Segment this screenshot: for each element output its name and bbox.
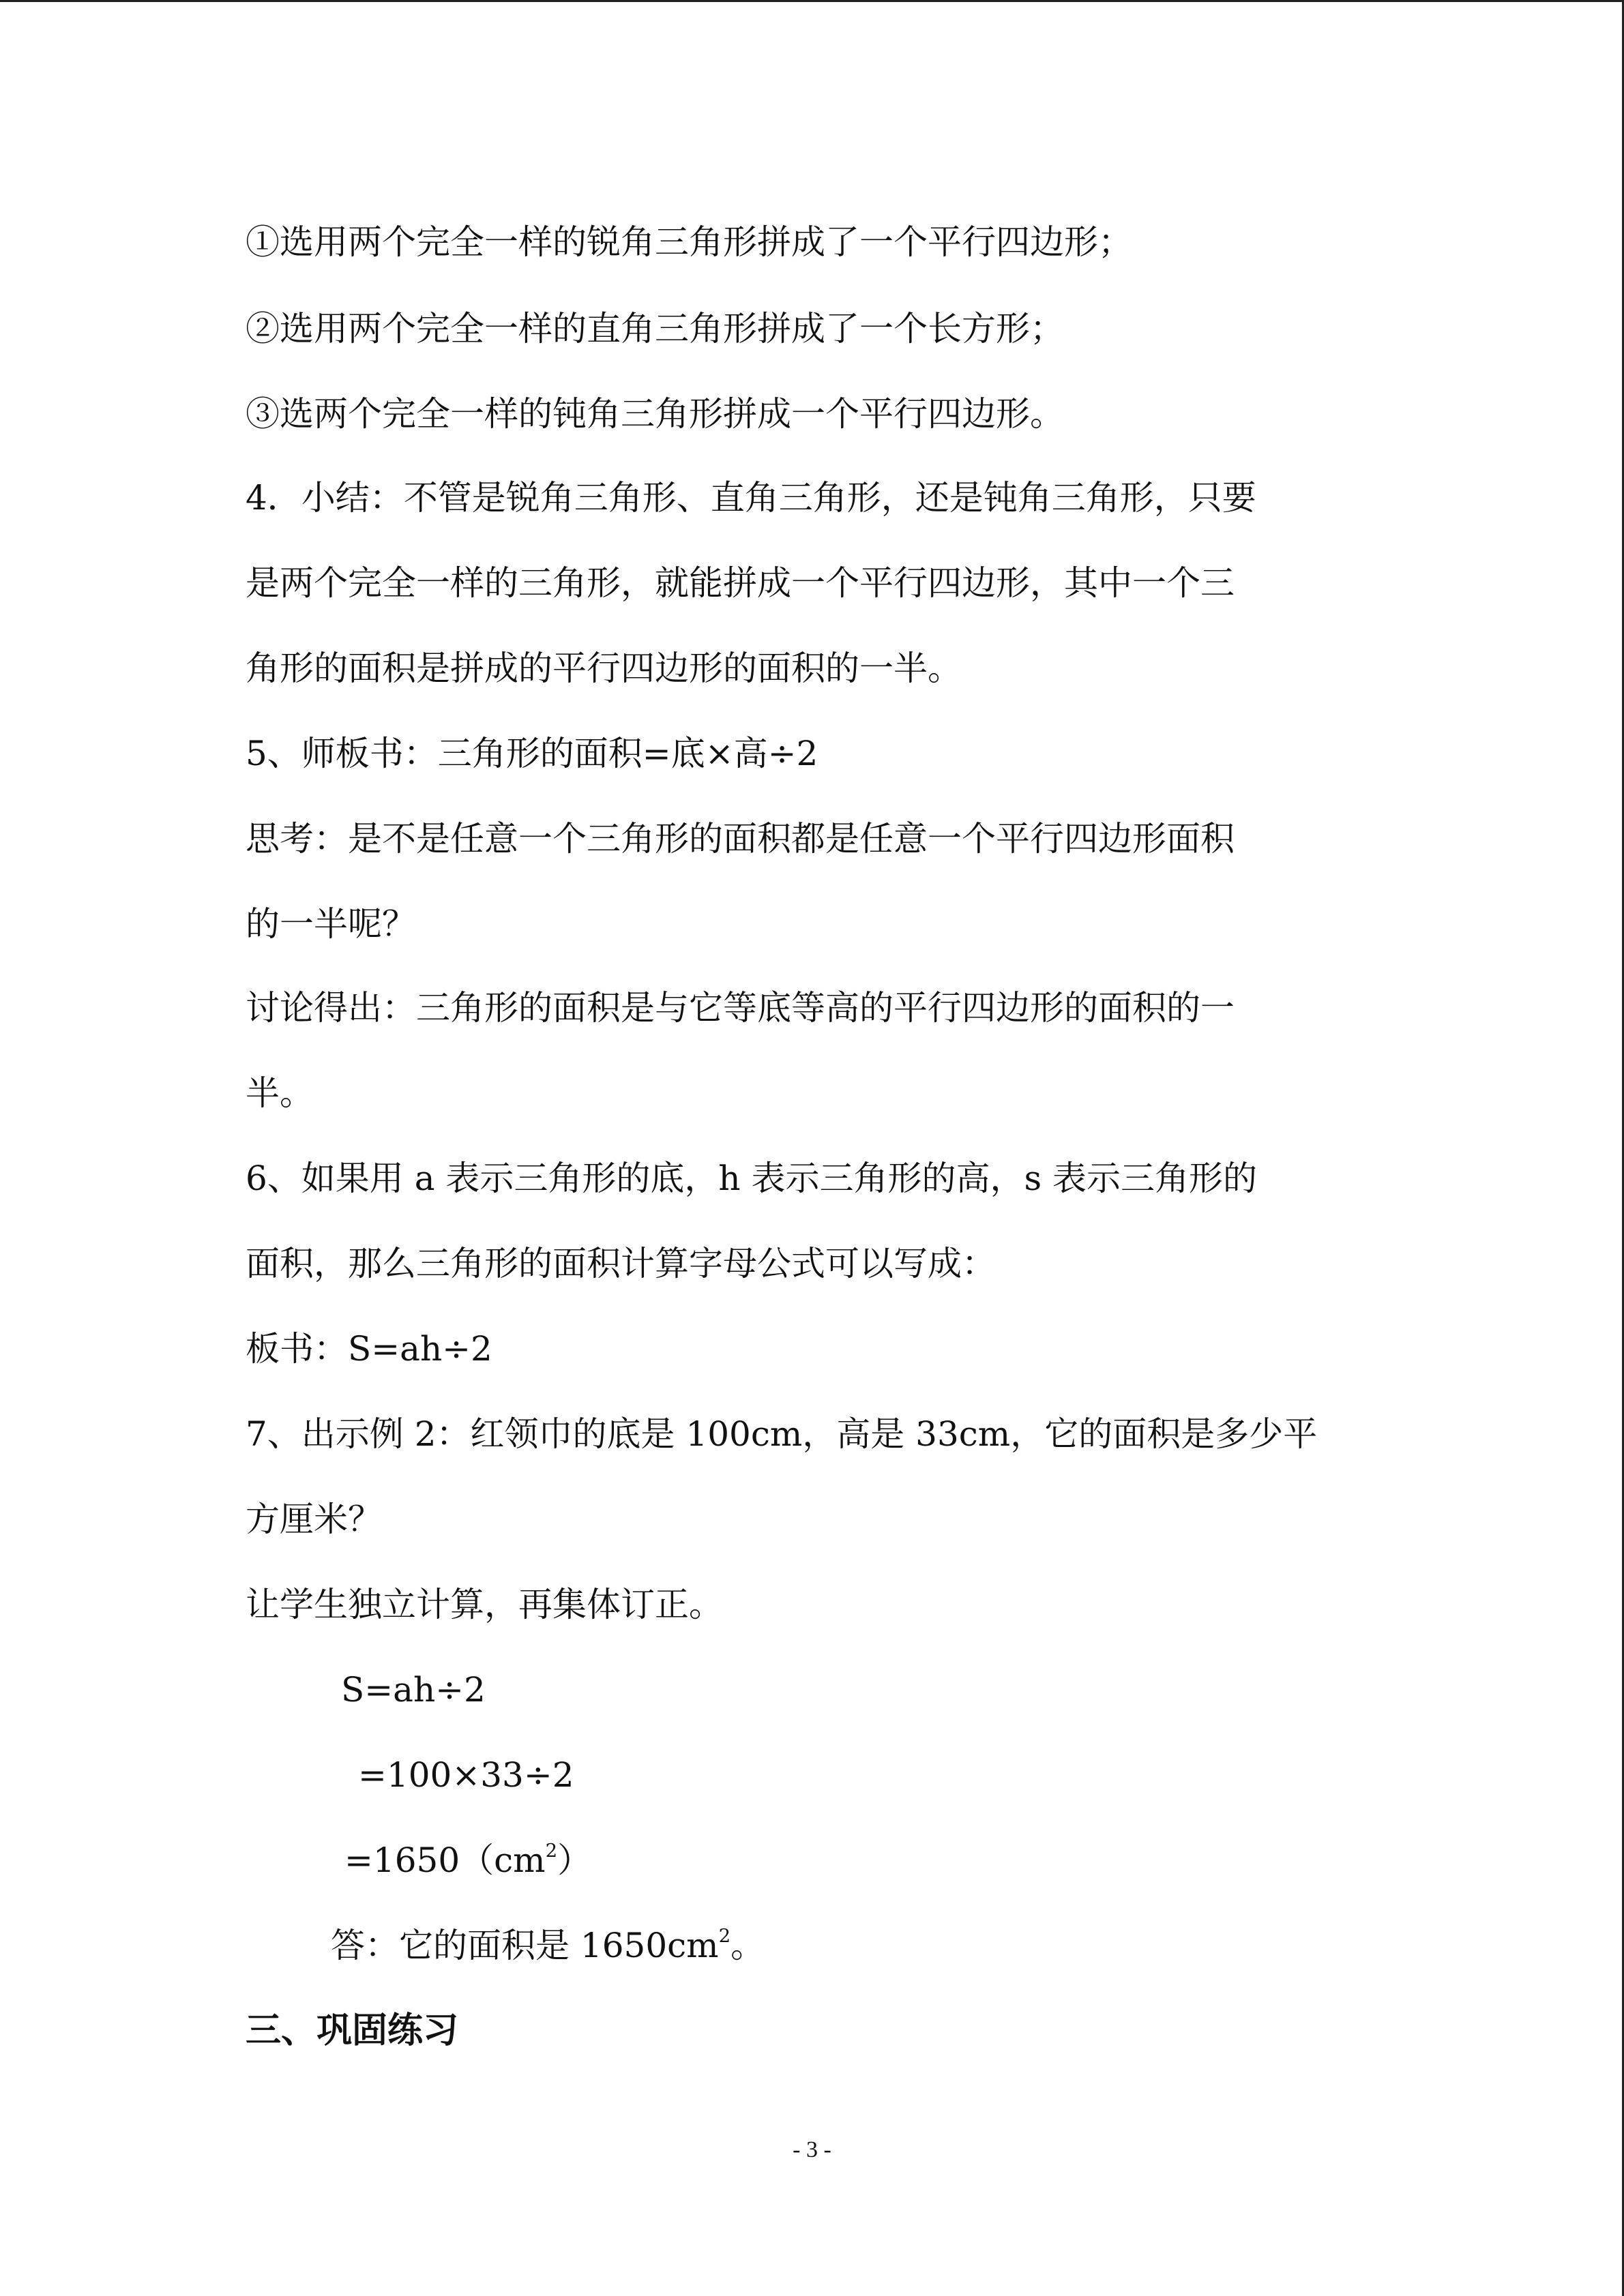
solution-step-3-text: =1650（cm [344,1840,546,1880]
text-line-15: 7、出示例 2：红领巾的底是 100cm，高是 33cm，它的面积是多少平 [246,1414,1318,1454]
text-line-7: 5、师板书：三角形的面积=底×高÷2 [246,734,818,773]
text-line-17: 让学生独立计算，再集体订正。 [246,1585,723,1624]
text-line-14: 板书：S=ah÷2 [246,1329,492,1369]
text-line-3: ③选两个完全一样的钝角三角形拼成一个平行四边形。 [246,394,1064,434]
text-line-4: 4．小结：不管是锐角三角形、直角三角形，还是钝角三角形，只要 [246,478,1256,518]
text-line-11: 半。 [246,1073,314,1113]
section-heading: 三、巩固练习 [246,2010,459,2051]
text-line-1: ①选用两个完全一样的锐角三角形拼成了一个平行四边形； [246,222,1132,262]
solution-step-2: =100×33÷2 [358,1755,574,1795]
solution-answer [331,1924,765,1967]
text-line-16: 方厘米？ [246,1500,382,1539]
text-line-6: 角形的面积是拼成的平行四边形的面积的一半。 [246,648,962,688]
solution-answer-exponent: 2 [718,1925,731,1947]
solution-answer-end: 。 [730,1926,765,1965]
solution-step-3 [344,1838,591,1882]
text-line-5: 是两个完全一样的三角形，就能拼成一个平行四边形，其中一个三 [246,563,1235,603]
text-line-10: 讨论得出：三角形的面积是与它等底等高的平行四边形的面积的一 [246,988,1235,1028]
page-number: - 3 - [793,2137,831,2162]
solution-step-1: S=ah÷2 [341,1670,486,1710]
text-line-9: 的一半呢？ [246,904,416,944]
text-line-13: 面积，那么三角形的面积计算字母公式可以写成： [246,1244,996,1283]
solution-step-3-close: ） [557,1840,592,1880]
text-line-8: 思考：是不是任意一个三角形的面积都是任意一个平行四边形面积 [246,819,1235,859]
solution-answer-text: 答：它的面积是 1650cm [331,1926,719,1965]
text-line-12: 6、如果用 a 表示三角形的底，h 表示三角形的高，s 表示三角形的 [246,1159,1258,1198]
solution-step-3-exponent: 2 [545,1840,558,1862]
text-line-2: ②选用两个完全一样的直角三角形拼成了一个长方形； [246,309,1064,348]
